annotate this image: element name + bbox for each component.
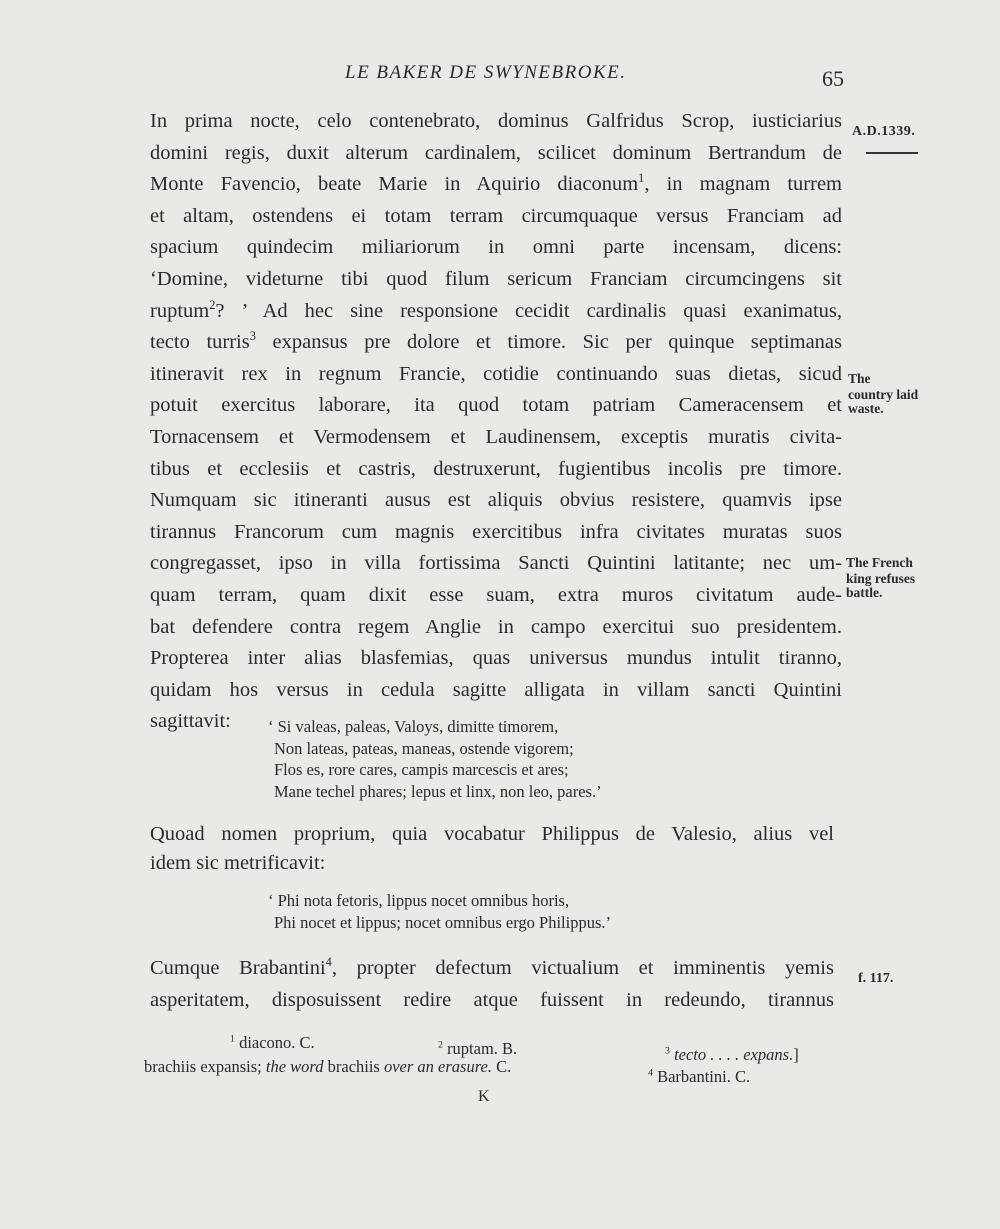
text-line: Monte Favencio, beate Marie in Aquirio diaconum$^1$, in magnam turrem xyxy=(150,171,842,196)
text-line: tibus et ecclesiis et castris, destruxerunt, fugientibus incolis pre timore. xyxy=(150,457,842,480)
footnote-3: $^3$ tecto . . . . expans.] xyxy=(665,1045,799,1064)
footnote-1: $^1$ diacono. C. xyxy=(230,1033,315,1052)
text-line: In prima nocte, celo contenebrato, dominus Galfridus Scrop, iusticiarius xyxy=(150,110,842,132)
footnote-2: $^2$ ruptam. B. xyxy=(438,1039,518,1058)
signature-mark: K xyxy=(478,1088,490,1105)
verse-line: ‘ Si valeas, paleas, Valoys, dimitte timorem, xyxy=(268,717,559,736)
footnote-ref: 2 xyxy=(209,297,216,312)
sidenote-rule xyxy=(866,152,918,154)
text-line: spacium quindecim miliariorum in omni parte incensam, dicens: xyxy=(150,236,842,259)
verse-block-1 xyxy=(268,716,602,802)
text-line: tirannus Francorum cum magnis exercitibus infra civitates muratas suos xyxy=(150,520,842,543)
text-line: quidam hos versus in cedula sagitte alligata in villam sancti Quintini xyxy=(150,678,842,701)
second-paragraph xyxy=(150,820,834,878)
sidenote-year: A.D.1339. xyxy=(852,124,916,139)
verse-line: Non lateas, pateas, maneas, ostende vigorem; xyxy=(274,738,574,758)
footnote-ref: 3 xyxy=(249,329,256,344)
text-line: et altam, ostendens ei totam terram circumquaque versus Franciam ad xyxy=(150,204,842,227)
footnote-ref: 4 xyxy=(325,955,332,970)
footnote-3-continuation: brachiis expansis; the word brachiis over an erasure. C. xyxy=(144,1057,512,1076)
text-line: domini regis, duxit alterum cardinalem, scilicet dominum Bertrandum de xyxy=(150,141,842,164)
text-line: tecto turris$^3$ expansus pre dolore et timore. Sic per quinque septimanas xyxy=(150,329,842,354)
text-line: congregasset, ipso in villa fortissima Sancti Quintini latitante; nec um- xyxy=(150,552,842,575)
verse-line: Phi nocet et lippus; nocet omnibus ergo Philippus.’ xyxy=(274,912,612,932)
text-line: Tornacensem et Vermodensem et Laudinensem, exceptis muratis civita- xyxy=(150,425,842,448)
text-line: Propterea inter alias blasfemias, quas universus mundus intulit tiranno, xyxy=(150,647,842,670)
footnote-ref: 1 xyxy=(638,171,645,186)
verse-line: ‘ Phi nota fetoris, lippus nocet omnibus horis, xyxy=(268,891,570,910)
text-line: sagittavit: xyxy=(150,710,231,733)
text-line: ruptum$^2$? ’ Ad hec sine responsione cecidit cardinalis quasi exanimatus, xyxy=(150,297,842,322)
text-line: Cumque Brabantini$^4$, propter defectum victualium et imminentis yemis xyxy=(150,955,834,979)
footnote-4: $^4$ Barbantini. C. xyxy=(648,1067,751,1086)
text-line: idem sic metrificavit: xyxy=(150,852,326,874)
text-line: potuit exercitus laborare, ita quod totam patriam Cameracensem et xyxy=(150,394,842,417)
text-line: Quoad nomen proprium, quia vocabatur Philippus de Valesio, alius vel xyxy=(150,823,834,845)
sidenote-french-king-refuses: The French king refuses battle. xyxy=(846,555,916,600)
page-number: 65 xyxy=(822,66,844,91)
text-line: Numquam sic itineranti ausus est aliquis obvius resistere, quamvis ipse xyxy=(150,489,842,512)
text-line: ‘Domine, videturne tibi quod filum sericum Franciam circumcingens sit xyxy=(150,267,842,290)
sidenote-folio: f. 117. xyxy=(858,971,894,986)
third-paragraph xyxy=(150,952,834,1016)
page-header xyxy=(0,62,1000,92)
verse-line: Mane techel phares; lepus et linx, non leo, pares.’ xyxy=(274,781,602,801)
main-paragraph xyxy=(150,106,842,738)
verse-line: Flos es, rore cares, campis marcescis et ares; xyxy=(274,760,569,779)
text-line: itineravit rex in regnum Francie, cotidie continuando suas dietas, sicud xyxy=(150,362,842,385)
text-line: bat defendere contra regem Anglie in campo exercitui suo presidentem. xyxy=(150,615,842,638)
running-title: LE BAKER DE SWYNEBROKE. xyxy=(345,62,627,83)
text-line: asperitatem, disposuissent redire atque fuissent in redeundo, tirannus xyxy=(150,989,834,1011)
sidenote-country-laid-waste: The country laid waste. xyxy=(848,371,919,416)
verse-block-2 xyxy=(268,890,611,933)
text-line: quam terram, quam dixit esse suam, extra muros civitatum aude- xyxy=(150,583,842,606)
